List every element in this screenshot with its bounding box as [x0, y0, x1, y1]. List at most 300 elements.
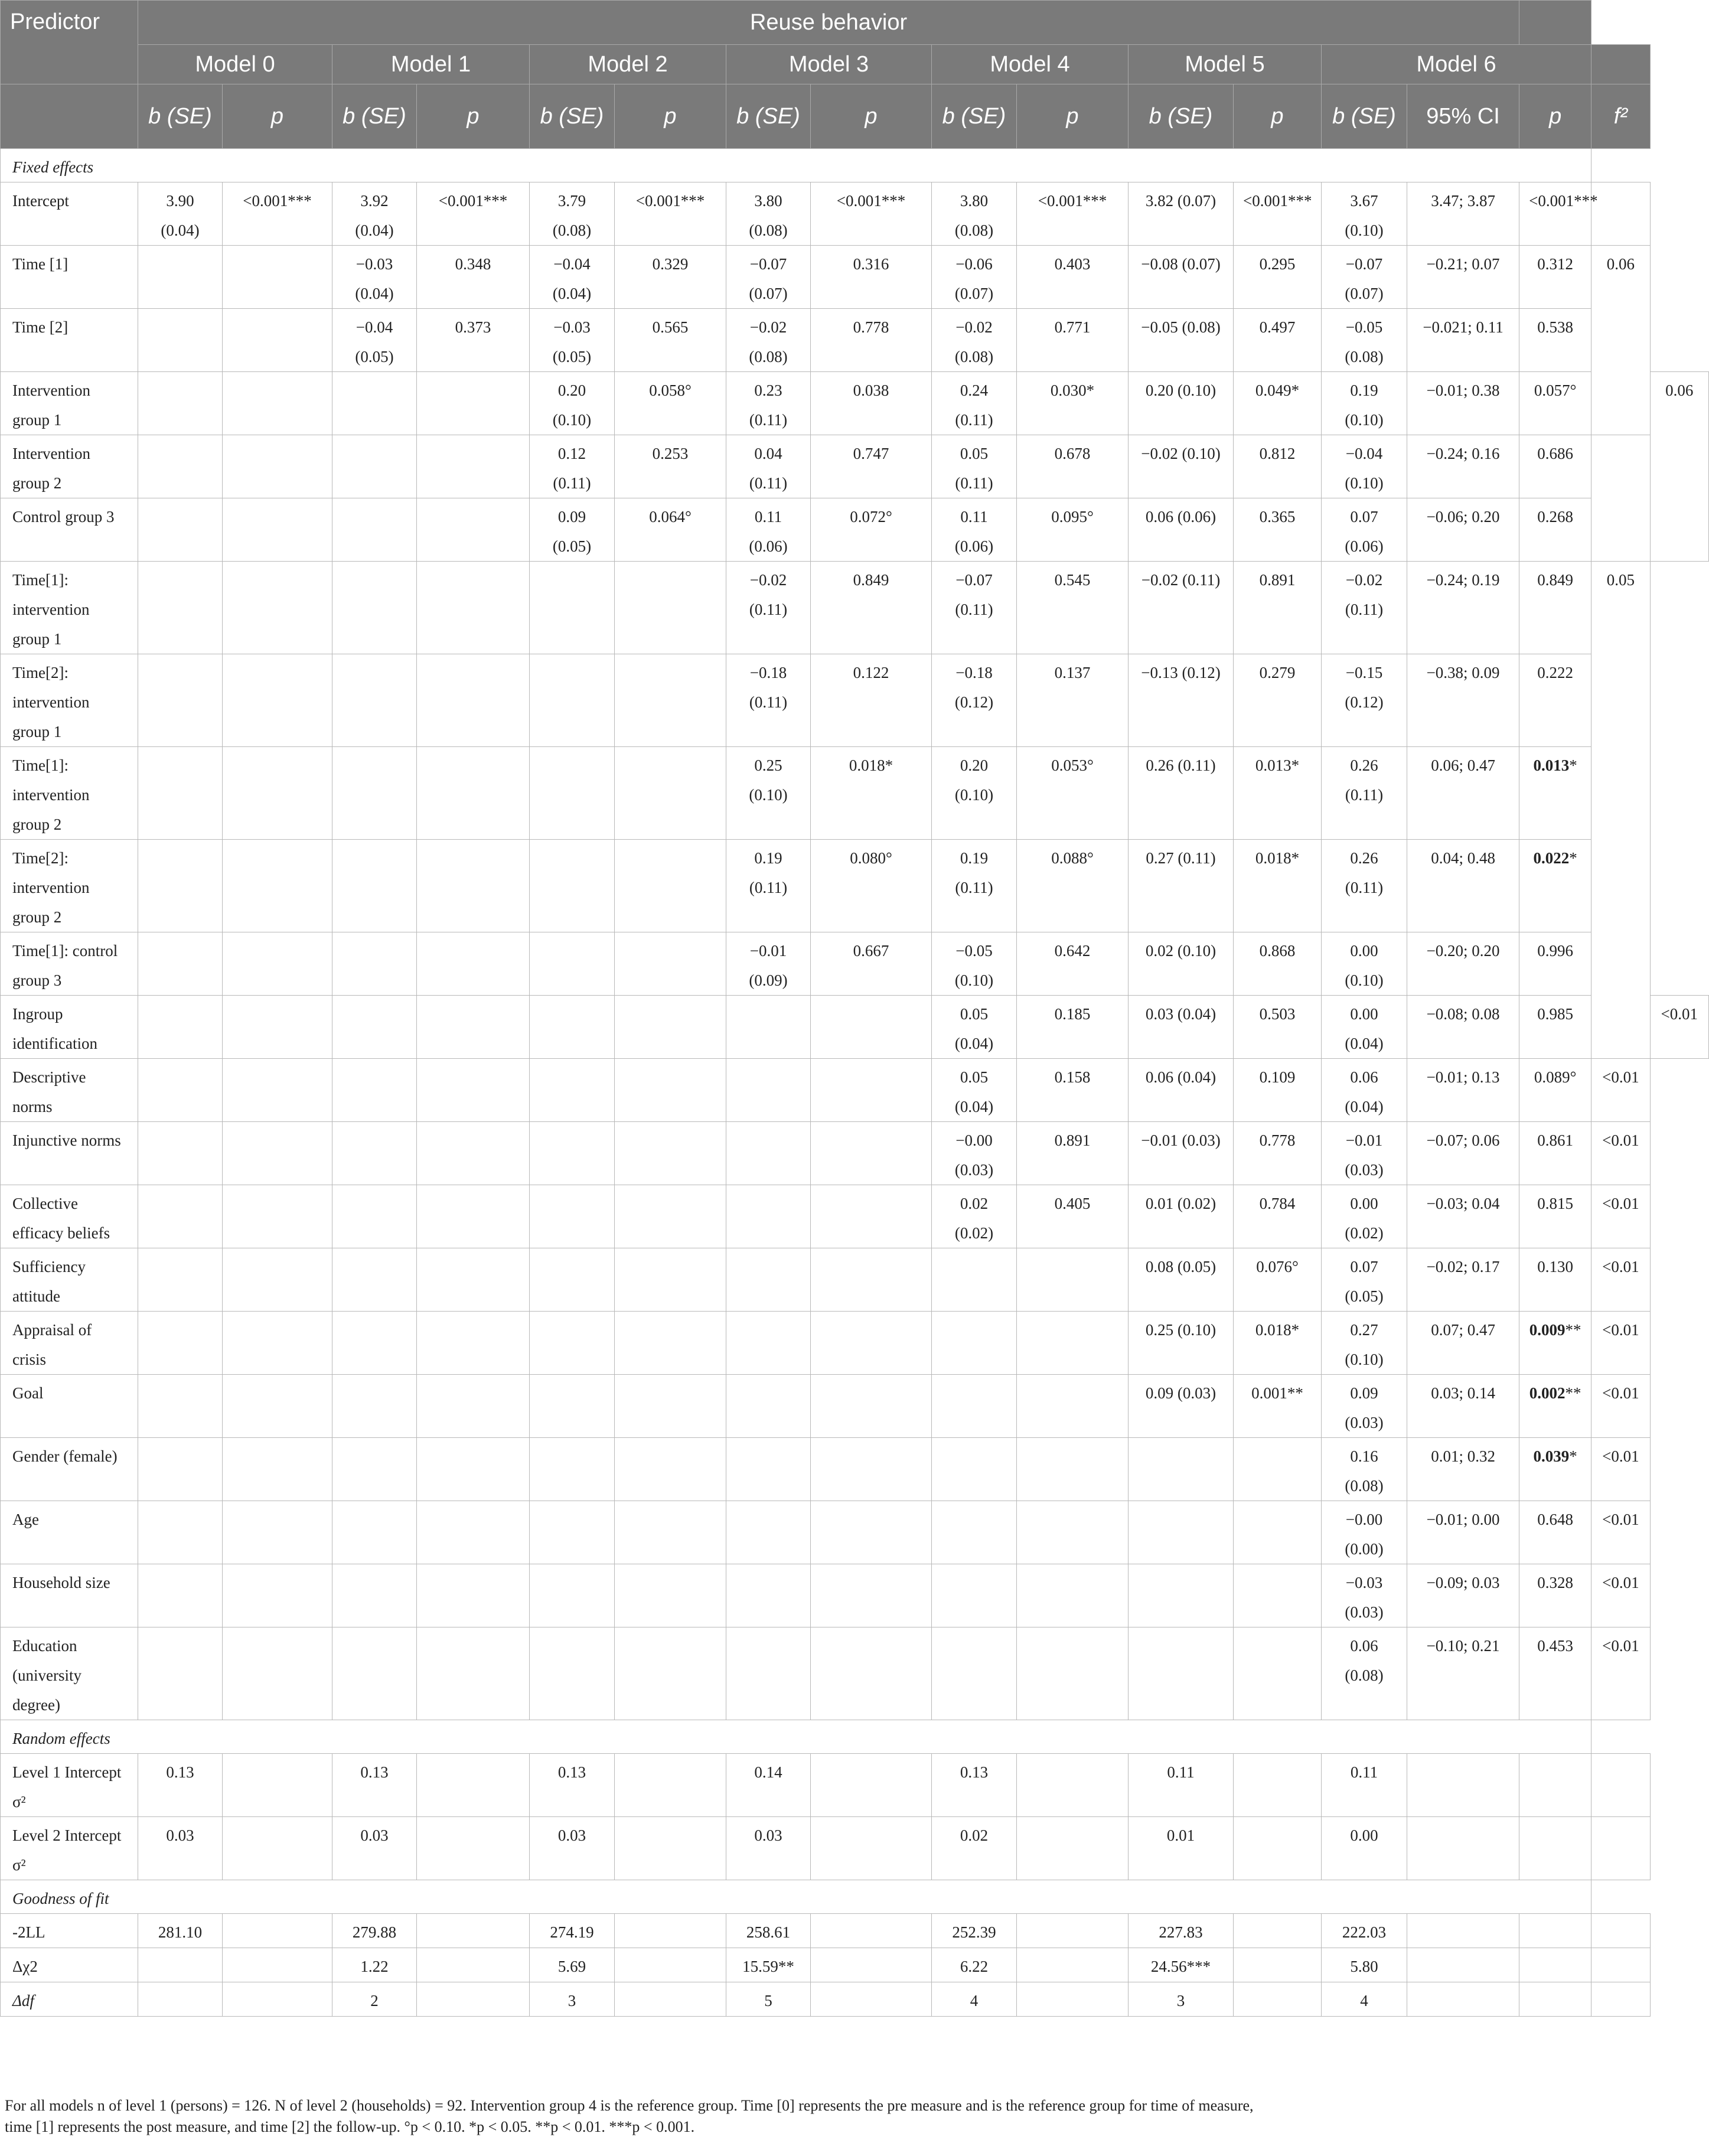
p-value-cell: 0.137 — [1017, 654, 1129, 747]
estimate-cell: −0.04 (0.10) — [1322, 435, 1407, 498]
significant-p-value: 0.013 — [1533, 756, 1570, 774]
estimate-cell: 0.06 (0.06) — [1129, 498, 1234, 562]
estimate-cell — [138, 309, 223, 372]
p-value-cell: 0.122 — [811, 654, 932, 747]
p-value-cell: 0.312 — [1519, 246, 1591, 309]
estimate-cell — [932, 1501, 1017, 1564]
p-value-cell: 0.667 — [811, 932, 932, 996]
significant-p-value: 0.009 — [1529, 1321, 1566, 1339]
estimate-cell: 0.20 (0.10) — [932, 747, 1017, 840]
estimate-cell — [332, 498, 417, 562]
significant-p-value: 0.039 — [1533, 1447, 1570, 1465]
p-value-cell — [1519, 840, 1591, 932]
p-value-cell: 0.891 — [1017, 1122, 1129, 1185]
predictor-label: Intervention group 2 — [1, 435, 138, 498]
fit-cell: 1.22 — [332, 1948, 417, 1982]
p-value-cell — [811, 1185, 932, 1248]
estimate-cell: 0.19 (0.11) — [932, 840, 1017, 932]
estimate-cell: −0.05 (0.10) — [932, 932, 1017, 996]
model-header: Model 0 — [138, 45, 332, 84]
estimate-cell — [726, 996, 811, 1059]
estimate-cell — [530, 562, 615, 654]
p-value-cell: 0.565 — [615, 309, 726, 372]
variance-cell: 0.03 — [726, 1817, 811, 1880]
section-label: Fixed effects — [1, 149, 1591, 182]
p-value-cell — [417, 840, 530, 932]
estimate-cell — [530, 1438, 615, 1501]
estimate-cell — [1129, 1438, 1234, 1501]
empty-cell — [417, 1817, 530, 1880]
estimate-cell — [530, 747, 615, 840]
table-row — [1, 1312, 1709, 1375]
f2-header: f² — [1591, 84, 1650, 149]
ci-cell: −0.10; 0.21 — [1407, 1627, 1519, 1720]
empty-cell — [1017, 1982, 1129, 2017]
estimate-cell: 0.00 (0.10) — [1322, 932, 1407, 996]
variance-cell: 0.11 — [1322, 1754, 1407, 1817]
estimate-cell — [932, 1438, 1017, 1501]
p-value-cell — [223, 1059, 332, 1122]
fit-cell: 258.61 — [726, 1914, 811, 1948]
f2-cell: <0.01 — [1591, 1501, 1650, 1564]
p-value-cell — [811, 996, 932, 1059]
p-value-cell — [223, 1564, 332, 1627]
empty-cell — [811, 1982, 932, 2017]
estimate-cell: −0.00 (0.00) — [1322, 1501, 1407, 1564]
table-row — [1, 435, 1709, 498]
predictor-label: Intercept — [1, 182, 138, 246]
p-value-cell — [811, 1248, 932, 1312]
f2-cell: <0.01 — [1591, 1627, 1650, 1720]
p-value-cell — [223, 1312, 332, 1375]
estimate-cell — [530, 1059, 615, 1122]
estimate-cell — [332, 1122, 417, 1185]
estimate-cell: 0.05 (0.04) — [932, 1059, 1017, 1122]
table-body — [1, 149, 1709, 2017]
p-value-cell — [615, 562, 726, 654]
p-value-cell: 0.812 — [1234, 435, 1322, 498]
p-value-cell: 0.088° — [1017, 840, 1129, 932]
estimate-cell: 0.19 (0.11) — [726, 840, 811, 932]
estimate-cell — [932, 1375, 1017, 1438]
estimate-cell: 0.02 (0.10) — [1129, 932, 1234, 996]
predictor-label: Gender (female) — [1, 1438, 138, 1501]
variance-cell: 0.13 — [932, 1754, 1017, 1817]
estimate-cell — [138, 1248, 223, 1312]
estimate-cell — [138, 1059, 223, 1122]
table-row — [1, 1627, 1709, 1720]
table-row — [1, 182, 1709, 246]
empty-cell — [223, 1817, 332, 1880]
table-footnote: For all models n of level 1 (persons) = 126. N of level 2 (households) = 92. Intervention group 4 is the reference group. Time [0] represents the pre measure and is the reference group for time of measure, time [1] represents the post measure, and time [2] the follow-up. °p < 0.10. *p < 0.05. **p < 0.01. ***p < 0.001. — [5, 2097, 1254, 2135]
p-value-cell: 0.778 — [811, 309, 932, 372]
p-value-cell — [615, 654, 726, 747]
estimate-cell: −0.13 (0.12) — [1129, 654, 1234, 747]
estimate-cell: 0.04 (0.11) — [726, 435, 811, 498]
p-value-cell: 0.018* — [811, 747, 932, 840]
estimate-cell: 0.23 (0.11) — [726, 372, 811, 435]
p-header: p — [811, 84, 932, 149]
estimate-cell: 0.16 (0.08) — [1322, 1438, 1407, 1501]
ci-cell: −0.021; 0.11 — [1407, 309, 1519, 372]
p-value-cell: 0.222 — [1519, 654, 1591, 747]
estimate-cell: −0.04 (0.04) — [530, 246, 615, 309]
predictor-label: Collective efficacy beliefs — [1, 1185, 138, 1248]
predictor-label: Level 1 Intercept σ² — [1, 1754, 138, 1817]
p-value-cell — [1017, 1564, 1129, 1627]
predictor-label: -2LL — [1, 1914, 138, 1948]
p-value-cell — [223, 372, 332, 435]
estimate-cell — [530, 1501, 615, 1564]
p-value-cell: 0.328 — [1519, 1564, 1591, 1627]
p-value-cell — [615, 1059, 726, 1122]
significance-stars: * — [1569, 756, 1577, 774]
empty-cell — [1017, 1948, 1129, 1982]
p-value-cell — [417, 372, 530, 435]
p-value-cell — [1017, 1501, 1129, 1564]
p-value-cell: 0.891 — [1234, 562, 1322, 654]
empty-cell — [1017, 1817, 1129, 1880]
p-value-cell: 0.503 — [1234, 996, 1322, 1059]
estimate-cell: −0.01 (0.03) — [1322, 1122, 1407, 1185]
estimate-cell: 3.67 (0.10) — [1322, 182, 1407, 246]
header-spacer — [1519, 1, 1591, 45]
p-value-cell — [417, 1564, 530, 1627]
estimate-cell — [726, 1122, 811, 1185]
estimate-cell — [726, 1627, 811, 1720]
f2-cell: 0.06 — [1591, 246, 1650, 435]
estimate-cell: 0.26 (0.11) — [1322, 840, 1407, 932]
p-value-cell — [223, 1122, 332, 1185]
estimate-cell: 0.27 (0.10) — [1322, 1312, 1407, 1375]
estimate-cell — [1129, 1564, 1234, 1627]
p-value-cell: 0.053° — [1017, 747, 1129, 840]
predictor-label: Control group 3 — [1, 498, 138, 562]
p-value-cell: <0.001*** — [615, 182, 726, 246]
f2-cell: <0.01 — [1591, 1564, 1650, 1627]
variance-cell: 0.11 — [1129, 1754, 1234, 1817]
empty-cell — [811, 1948, 932, 1982]
empty-cell — [1591, 1948, 1650, 1982]
estimate-cell: −0.02 (0.08) — [932, 309, 1017, 372]
section-random-effects — [1, 1720, 1709, 1754]
p-value-cell — [417, 1501, 530, 1564]
p-value-cell — [417, 654, 530, 747]
estimate-cell: 0.06 (0.04) — [1322, 1059, 1407, 1122]
fit-cell: 3 — [530, 1982, 615, 2017]
ci-cell: −0.01; 0.00 — [1407, 1501, 1519, 1564]
estimate-cell — [530, 1248, 615, 1312]
empty-cell — [1017, 1754, 1129, 1817]
table-row — [1, 309, 1709, 372]
p-value-cell: 0.109 — [1234, 1059, 1322, 1122]
predictor-label: Appraisal of crisis — [1, 1312, 138, 1375]
p-value-cell — [223, 1185, 332, 1248]
p-value-cell: 0.329 — [615, 246, 726, 309]
table-row — [1, 1248, 1709, 1312]
empty-cell — [811, 1817, 932, 1880]
estimate-cell — [138, 1501, 223, 1564]
estimate-cell — [932, 1312, 1017, 1375]
empty-cell — [417, 1982, 530, 2017]
empty-cell — [1591, 1754, 1650, 1817]
p-value-cell: <0.001*** — [811, 182, 932, 246]
empty-cell — [1407, 1754, 1519, 1817]
predictor-label: Injunctive norms — [1, 1122, 138, 1185]
table-row — [1, 1501, 1709, 1564]
p-value-cell: 0.784 — [1234, 1185, 1322, 1248]
p-value-cell — [615, 1375, 726, 1438]
section-label: Random effects — [1, 1720, 1591, 1754]
estimate-cell: 3.82 (0.07) — [1129, 182, 1234, 246]
ci-cell: −0.01; 0.13 — [1407, 1059, 1519, 1122]
p-value-cell: 0.648 — [1519, 1501, 1591, 1564]
estimate-cell — [138, 654, 223, 747]
p-header: p — [1234, 84, 1322, 149]
p-value-cell — [811, 1122, 932, 1185]
empty-cell — [1234, 1817, 1322, 1880]
estimate-cell — [530, 1122, 615, 1185]
p-value-cell: 0.295 — [1234, 246, 1322, 309]
p-value-cell — [615, 1122, 726, 1185]
ci-cell: 0.06; 0.47 — [1407, 747, 1519, 840]
f2-cell: <0.01 — [1650, 996, 1708, 1059]
p-value-cell: <0.001*** — [417, 182, 530, 246]
b-se-header: b (SE) — [138, 84, 223, 149]
estimate-cell — [332, 435, 417, 498]
estimate-cell: 0.20 (0.10) — [1129, 372, 1234, 435]
estimate-cell — [726, 1375, 811, 1438]
estimate-cell: −0.02 (0.08) — [726, 309, 811, 372]
p-value-cell: 0.405 — [1017, 1185, 1129, 1248]
estimate-cell: −0.03 (0.03) — [1322, 1564, 1407, 1627]
estimate-cell — [332, 1312, 417, 1375]
f2-cell: <0.01 — [1591, 1059, 1650, 1122]
fit-cell: 281.10 — [138, 1914, 223, 1948]
p-value-cell — [223, 435, 332, 498]
p-value-cell: 0.268 — [1519, 498, 1591, 562]
f2-cell: <0.01 — [1591, 1375, 1650, 1438]
estimate-cell: 0.20 (0.10) — [530, 372, 615, 435]
p-value-cell — [615, 840, 726, 932]
empty-cell — [223, 1982, 332, 2017]
p-value-cell — [417, 562, 530, 654]
fit-cell: 5 — [726, 1982, 811, 2017]
significance-stars: ** — [1565, 1384, 1581, 1402]
p-header: p — [223, 84, 332, 149]
predictor-label: Descriptive norms — [1, 1059, 138, 1122]
p-value-cell: 0.849 — [1519, 562, 1591, 654]
p-value-cell — [811, 1059, 932, 1122]
p-value-cell — [417, 498, 530, 562]
predictor-label: Goal — [1, 1375, 138, 1438]
fit-cell: 5.80 — [1322, 1948, 1407, 1982]
p-value-cell: 0.849 — [811, 562, 932, 654]
p-value-cell: <0.001*** — [223, 182, 332, 246]
ci-cell: −0.01; 0.38 — [1407, 372, 1519, 435]
p-value-cell: 0.771 — [1017, 309, 1129, 372]
f2-cell: <0.01 — [1591, 1312, 1650, 1375]
p-value-cell: 0.861 — [1519, 1122, 1591, 1185]
ci-cell: −0.24; 0.16 — [1407, 435, 1519, 498]
p-value-cell — [811, 1438, 932, 1501]
p-value-cell — [811, 1564, 932, 1627]
table-row — [1, 1982, 1709, 2017]
estimate-cell: −0.18 (0.11) — [726, 654, 811, 747]
estimate-cell: 0.27 (0.11) — [1129, 840, 1234, 932]
estimate-cell: 3.92 (0.04) — [332, 182, 417, 246]
p-value-cell — [1017, 1375, 1129, 1438]
estimate-cell: 3.80 (0.08) — [932, 182, 1017, 246]
p-value-cell — [615, 1564, 726, 1627]
p-value-cell — [417, 1312, 530, 1375]
fit-cell: 4 — [1322, 1982, 1407, 2017]
estimate-cell — [726, 1438, 811, 1501]
predictor-header: Predictor — [1, 1, 138, 84]
p-header: p — [417, 84, 530, 149]
ci-cell: −0.21; 0.07 — [1407, 246, 1519, 309]
empty-cell — [417, 1914, 530, 1948]
p-value-cell — [223, 498, 332, 562]
estimate-cell — [1129, 1501, 1234, 1564]
estimate-cell: 0.09 (0.03) — [1129, 1375, 1234, 1438]
p-value-cell — [417, 1627, 530, 1720]
predictor-label: Time[2]: intervention group 1 — [1, 654, 138, 747]
estimate-cell: 3.80 (0.08) — [726, 182, 811, 246]
p-value-cell — [223, 654, 332, 747]
estimate-cell: −0.06 (0.07) — [932, 246, 1017, 309]
fit-cell: 24.56*** — [1129, 1948, 1234, 1982]
empty-cell — [417, 1948, 530, 1982]
p-value-cell — [811, 1627, 932, 1720]
predictor-label: Time [2] — [1, 309, 138, 372]
p-value-cell — [615, 1627, 726, 1720]
p-value-cell: <0.001*** — [1017, 182, 1129, 246]
p-value-cell — [1519, 1375, 1591, 1438]
p-value-cell — [417, 1122, 530, 1185]
estimate-cell — [726, 1501, 811, 1564]
b-se-header: b (SE) — [530, 84, 615, 149]
fit-cell: 5.69 — [530, 1948, 615, 1982]
estimate-cell — [332, 996, 417, 1059]
p-value-cell: 0.365 — [1234, 498, 1322, 562]
p-value-cell — [223, 1248, 332, 1312]
table-row — [1, 562, 1709, 654]
p-value-cell: 0.545 — [1017, 562, 1129, 654]
ci-cell: 0.01; 0.32 — [1407, 1438, 1519, 1501]
estimate-cell — [138, 1375, 223, 1438]
table-row — [1, 1185, 1709, 1248]
estimate-cell — [530, 654, 615, 747]
table-row — [1, 246, 1709, 309]
estimate-cell: −0.05 (0.08) — [1322, 309, 1407, 372]
p-value-cell: 0.089° — [1519, 1059, 1591, 1122]
empty-cell — [1407, 1948, 1519, 1982]
variance-cell: 0.13 — [530, 1754, 615, 1817]
table-row — [1, 1059, 1709, 1122]
model-header: Model 3 — [726, 45, 932, 84]
estimate-cell — [332, 932, 417, 996]
estimate-cell — [332, 1627, 417, 1720]
fit-cell: 4 — [932, 1982, 1017, 2017]
p-value-cell — [1017, 1312, 1129, 1375]
estimate-cell: −0.04 (0.05) — [332, 309, 417, 372]
predictor-label: Level 2 Intercept σ² — [1, 1817, 138, 1880]
variance-cell: 0.03 — [332, 1817, 417, 1880]
estimate-cell — [530, 840, 615, 932]
ci-cell: −0.03; 0.04 — [1407, 1185, 1519, 1248]
empty-cell — [1234, 1914, 1322, 1948]
estimate-cell: 0.06 (0.04) — [1129, 1059, 1234, 1122]
ci-cell: −0.38; 0.09 — [1407, 654, 1519, 747]
estimate-cell: 0.00 (0.04) — [1322, 996, 1407, 1059]
estimate-cell — [332, 1501, 417, 1564]
ci-cell: −0.07; 0.06 — [1407, 1122, 1519, 1185]
ci-cell: 0.03; 0.14 — [1407, 1375, 1519, 1438]
estimate-cell: 0.26 (0.11) — [1129, 747, 1234, 840]
model-header: Model 6 — [1322, 45, 1591, 84]
estimate-cell — [332, 1185, 417, 1248]
p-value-cell — [417, 996, 530, 1059]
predictor-label: Time[1]: intervention group 2 — [1, 747, 138, 840]
estimate-cell: −0.07 (0.07) — [1322, 246, 1407, 309]
p-value-cell: 0.279 — [1234, 654, 1322, 747]
p-value-cell — [615, 1312, 726, 1375]
ci-cell: 3.47; 3.87 — [1407, 182, 1519, 246]
estimate-cell — [332, 840, 417, 932]
estimate-cell — [332, 1564, 417, 1627]
table-row — [1, 1754, 1709, 1817]
significance-stars: * — [1569, 849, 1577, 867]
fit-cell: 252.39 — [932, 1914, 1017, 1948]
ci-cell: −0.20; 0.20 — [1407, 932, 1519, 996]
section-fixed-effects — [1, 149, 1709, 182]
estimate-cell — [138, 1627, 223, 1720]
p-value-cell: 0.686 — [1519, 435, 1591, 498]
p-value-cell: 0.747 — [811, 435, 932, 498]
b-se-header: b (SE) — [1322, 84, 1407, 149]
p-value-cell: 0.185 — [1017, 996, 1129, 1059]
table-header — [1, 1, 1709, 149]
f2-cell — [1591, 182, 1650, 246]
estimate-cell — [332, 562, 417, 654]
p-value-cell — [811, 1501, 932, 1564]
p-value-cell — [223, 932, 332, 996]
empty-cell — [1234, 1982, 1322, 2017]
p-value-cell: 0.030* — [1017, 372, 1129, 435]
p-value-cell — [223, 996, 332, 1059]
p-value-cell — [223, 747, 332, 840]
significance-stars: ** — [1565, 1321, 1581, 1339]
estimate-cell: −0.02 (0.11) — [1129, 562, 1234, 654]
variance-cell: 0.00 — [1322, 1817, 1407, 1880]
variance-cell: 0.03 — [138, 1817, 223, 1880]
fit-cell — [138, 1948, 223, 1982]
table-row — [1, 1914, 1709, 1948]
estimate-cell: 0.03 (0.04) — [1129, 996, 1234, 1059]
p-value-cell — [223, 1438, 332, 1501]
estimate-cell: 0.24 (0.11) — [932, 372, 1017, 435]
estimate-cell: −0.02 (0.11) — [1322, 562, 1407, 654]
predictor-label: Time [1] — [1, 246, 138, 309]
p-value-cell — [417, 1059, 530, 1122]
estimate-cell: 0.01 (0.02) — [1129, 1185, 1234, 1248]
b-se-header: b (SE) — [932, 84, 1017, 149]
header-spacer — [1591, 45, 1650, 84]
ci-cell: −0.08; 0.08 — [1407, 996, 1519, 1059]
ci-cell: −0.06; 0.20 — [1407, 498, 1519, 562]
estimate-cell — [726, 1248, 811, 1312]
